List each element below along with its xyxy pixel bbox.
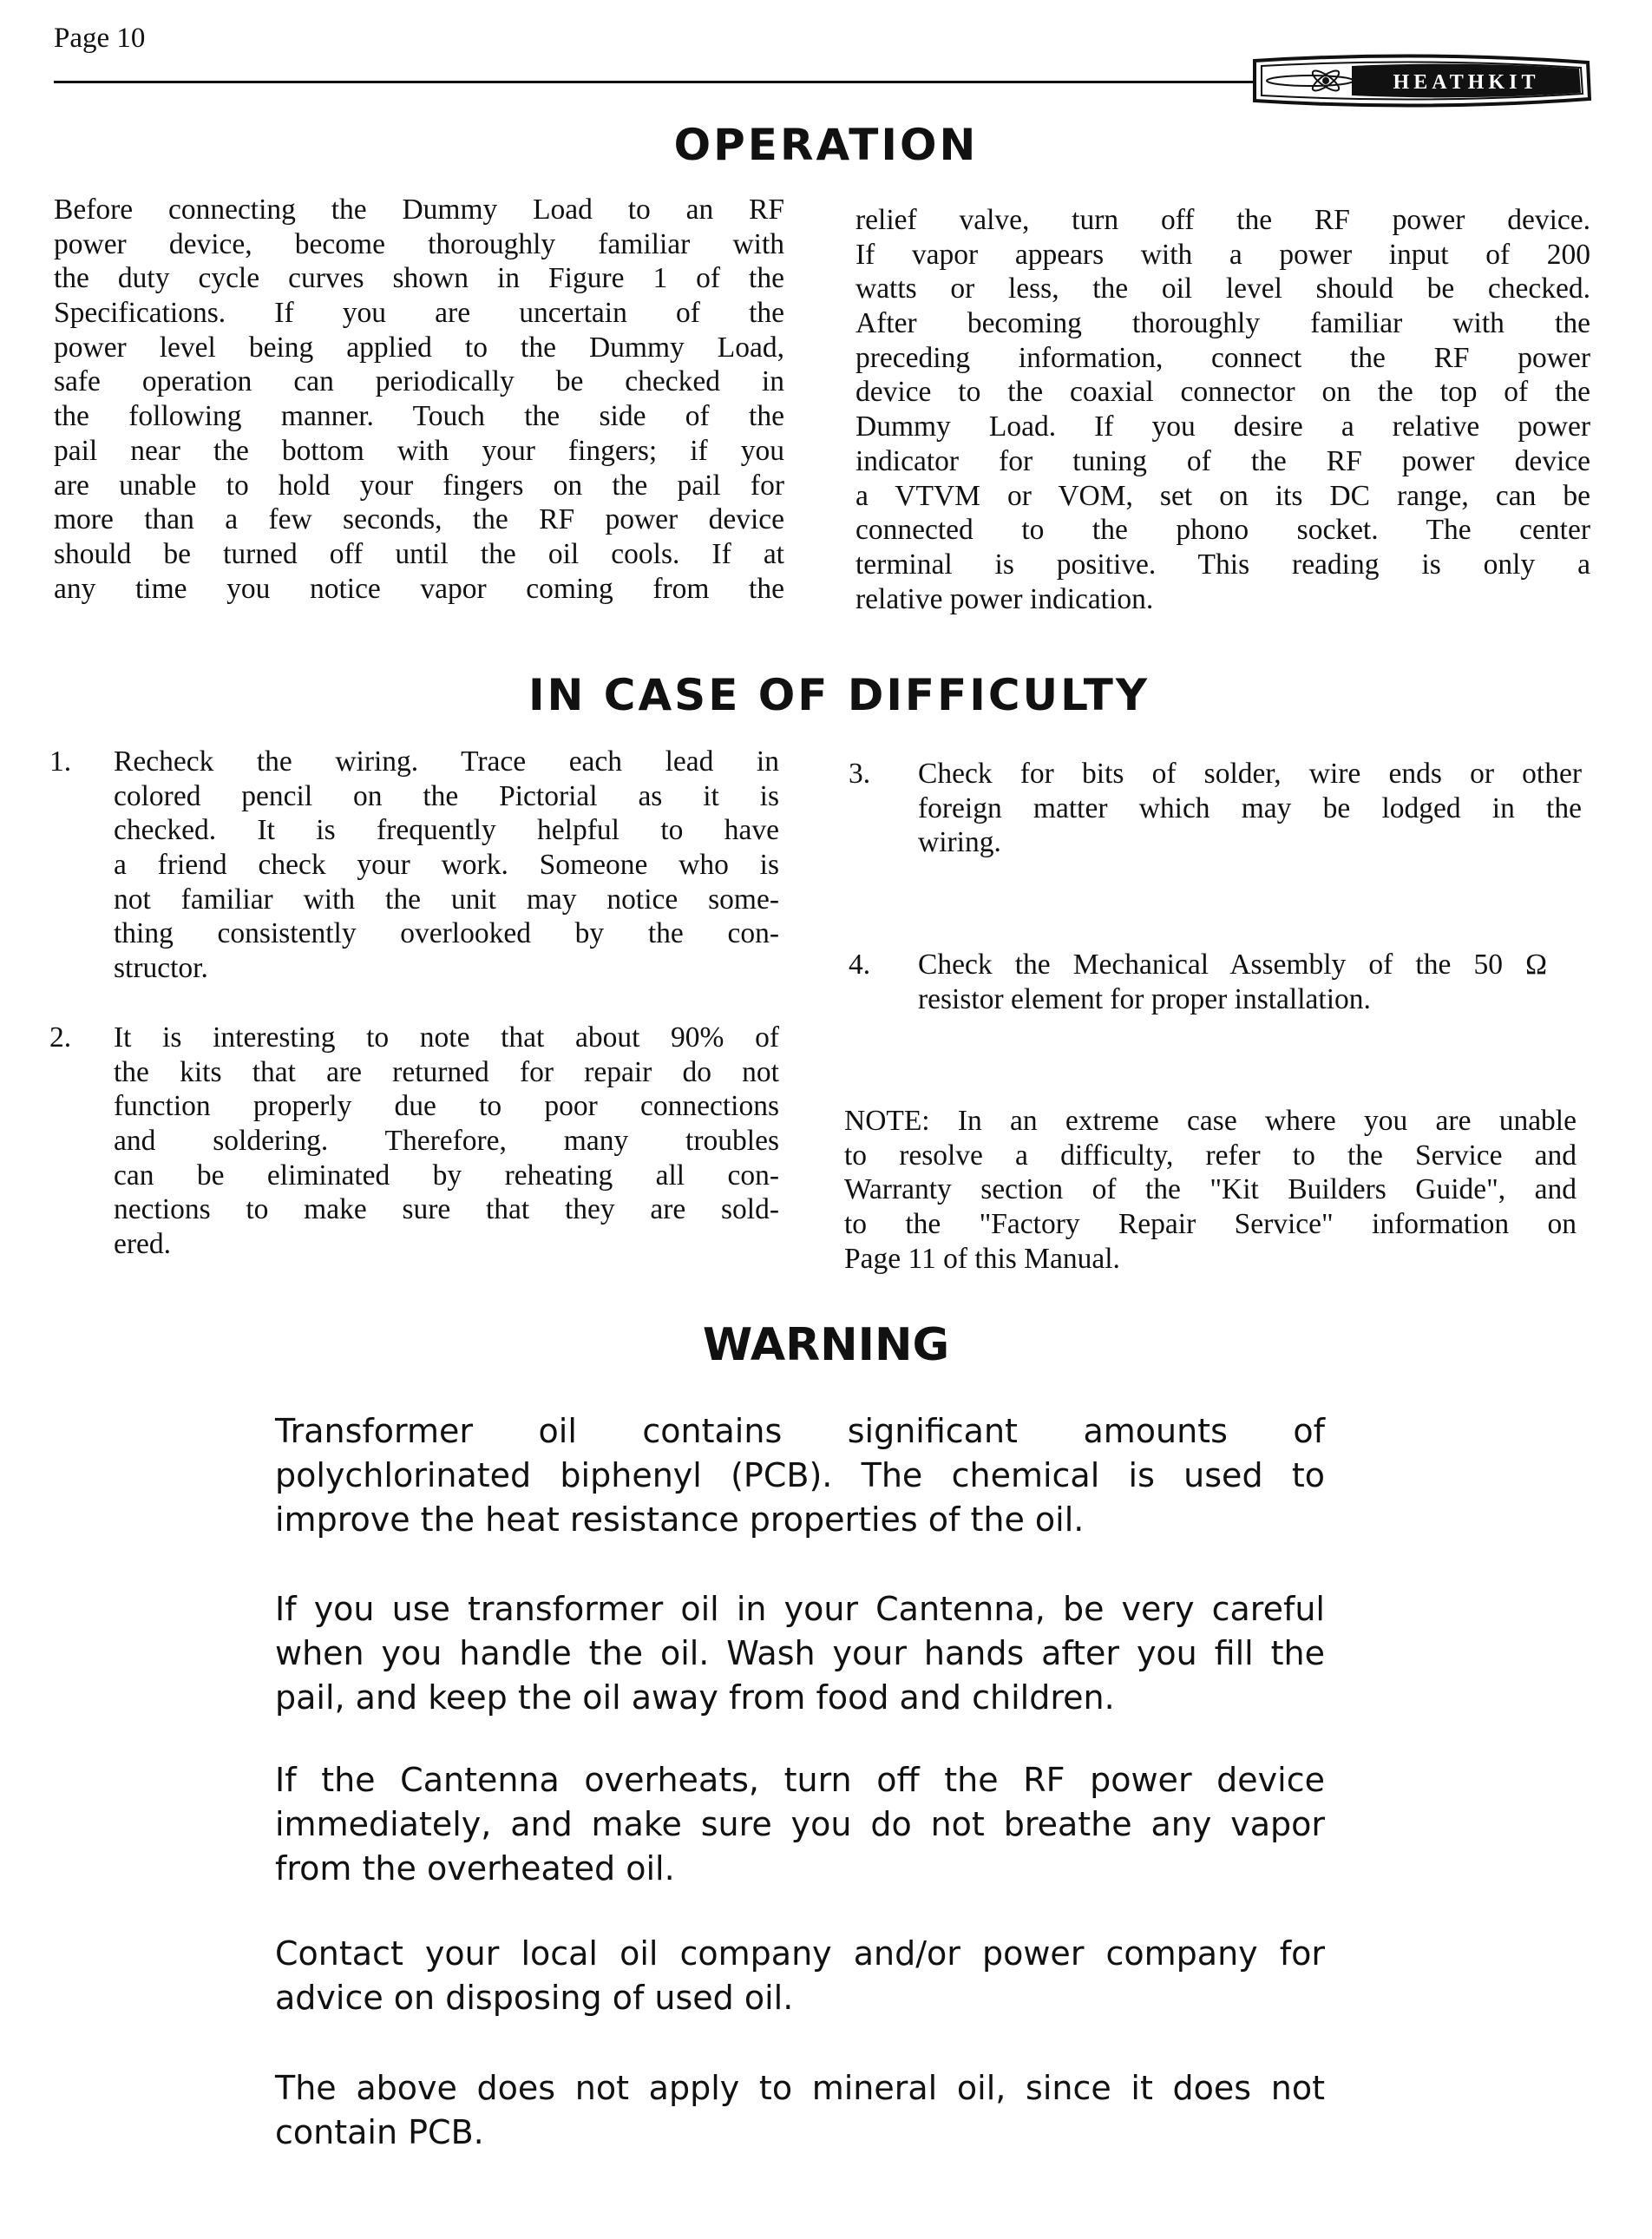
text-line: and soldering. Therefore, many troubles	[114, 1125, 779, 1158]
text-line: Page 11 of this Manual.	[844, 1242, 1120, 1275]
text-line: immediately, and make sure you do not breathe any vapor	[275, 1805, 1325, 1843]
list-item-number: 2.	[49, 1021, 72, 1054]
text-line: a VTVM or VOM, set on its DC range, can be	[856, 479, 1590, 512]
text-line: foreign matter which may be lodged in the	[918, 791, 1582, 824]
page-number: Page 10	[54, 23, 146, 54]
text-line: can be eliminated by reheating all con-	[114, 1159, 779, 1192]
text-line: not familiar with the unit may notice some-	[114, 883, 779, 916]
text-line: preceding information, connect the RF power	[856, 341, 1590, 374]
text-line: wiring.	[918, 826, 1001, 859]
text-line: It is interesting to note that about 90% of	[114, 1021, 779, 1054]
warning-paragraph	[275, 2066, 1325, 2155]
text-line: colored pencil on the Pictorial as it is	[114, 779, 779, 812]
text-line: After becoming thoroughly familiar with the	[856, 307, 1590, 340]
text-line: pail, and keep the oil away from food and children.	[275, 1678, 1115, 1717]
operation-left-column	[54, 193, 784, 606]
text-line: advice on disposing of used oil.	[275, 1979, 794, 2017]
text-line: Check for bits of solder, wire ends or other	[918, 758, 1582, 790]
text-line: ered.	[114, 1228, 172, 1261]
text-line: If vapor appears with a power input of 200	[856, 238, 1590, 271]
header-rule	[54, 81, 1260, 83]
list-item	[114, 745, 779, 986]
text-line: Recheck the wiring. Trace each lead in	[114, 745, 779, 778]
text-line: structor.	[114, 952, 208, 985]
warning-heading: WARNING	[702, 1319, 950, 1371]
list-item-number: 1.	[49, 745, 72, 778]
text-line: thing consistently overlooked by the con-	[114, 917, 779, 950]
text-line: Contact your local oil company and/or power company for	[275, 1934, 1325, 1973]
warning-paragraph	[275, 1409, 1325, 1542]
text-line: relief valve, turn off the RF power device.	[856, 204, 1590, 236]
text-line: the duty cycle curves shown in Figure 1 of the	[54, 262, 784, 295]
text-line: function properly due to poor connections	[114, 1090, 779, 1123]
list-item	[114, 1021, 779, 1262]
svg-text:HEATHKIT: HEATHKIT	[1393, 71, 1540, 94]
text-line: pail near the bottom with your fingers; if you	[54, 434, 784, 467]
warning-paragraph	[275, 1758, 1325, 1891]
warning-paragraph	[275, 1932, 1325, 2020]
text-line: should be turned off until the oil cools. If at	[54, 537, 784, 570]
text-line: Before connecting the Dummy Load to an RF	[54, 194, 784, 226]
list-item	[918, 757, 1582, 860]
text-line: terminal is positive. This reading is only a	[856, 548, 1590, 581]
text-line: device to the coaxial connector on the top of the	[856, 376, 1590, 409]
text-line: from the overheated oil.	[275, 1849, 675, 1888]
text-line: relative power indication.	[856, 582, 1154, 615]
text-line: If you use transformer oil in your Cantenna, be very careful	[275, 1590, 1325, 1628]
text-line: NOTE: In an extreme case where you are unable	[844, 1105, 1577, 1137]
difficulty-heading: IN CASE OF DIFFICULTY	[528, 670, 1150, 720]
text-line: power level being applied to the Dummy Load,	[54, 331, 784, 364]
text-line: If the Cantenna overheats, turn off the RF power device	[275, 1761, 1325, 1799]
text-line: nections to make sure that they are sold-	[114, 1193, 779, 1226]
list-item-number: 3.	[849, 758, 871, 790]
text-line: the following manner. Touch the side of the	[54, 400, 784, 433]
text-line: to the "Factory Repair Service" information on	[844, 1208, 1577, 1241]
text-line: polychlorinated biphenyl (PCB). The chemical is used to	[275, 1456, 1325, 1494]
text-line: contain PCB.	[275, 2113, 484, 2151]
text-line: Check the Mechanical Assembly of the 50 Ω	[918, 949, 1547, 981]
text-line: The above does not apply to mineral oil, since it does not	[275, 2069, 1325, 2107]
text-line: the kits that are returned for repair do not	[114, 1055, 779, 1088]
text-line: Dummy Load. If you desire a relative power	[856, 410, 1590, 443]
text-line: Specifications. If you are uncertain of the	[54, 297, 784, 330]
text-line: to resolve a difficulty, refer to the Service and	[844, 1139, 1577, 1172]
text-line: Transformer oil contains significant amounts of	[275, 1412, 1325, 1450]
operation-heading: OPERATION	[673, 120, 979, 170]
text-line: are unable to hold your fingers on the pail for	[54, 469, 784, 502]
warning-paragraph	[275, 1587, 1325, 1720]
text-line: more than a few seconds, the RF power device	[54, 503, 784, 536]
text-line: safe operation can periodically be checked in	[54, 365, 784, 398]
heathkit-logo	[1249, 54, 1593, 108]
list-item-number: 4.	[849, 949, 871, 981]
text-line: power device, become thoroughly familiar with	[54, 227, 784, 260]
text-line: resistor element for proper installation.	[918, 982, 1371, 1015]
difficulty-note	[844, 1104, 1577, 1276]
text-line: indicator for tuning of the RF power device	[856, 444, 1590, 477]
text-line: a friend check your work. Someone who is	[114, 849, 779, 882]
operation-right-column	[856, 203, 1590, 616]
text-line: checked. It is frequently helpful to have	[114, 814, 779, 847]
text-line: improve the heat resistance properties of the oil.	[275, 1500, 1085, 1539]
text-line: connected to the phono socket. The center	[856, 514, 1590, 547]
text-line: watts or less, the oil level should be checked.	[856, 272, 1590, 305]
text-line: Warranty section of the "Kit Builders Guide", and	[844, 1173, 1577, 1206]
text-line: when you handle the oil. Wash your hands after you fill the	[275, 1634, 1325, 1672]
list-item	[918, 948, 1547, 1016]
text-line: any time you notice vapor coming from the	[54, 572, 784, 605]
